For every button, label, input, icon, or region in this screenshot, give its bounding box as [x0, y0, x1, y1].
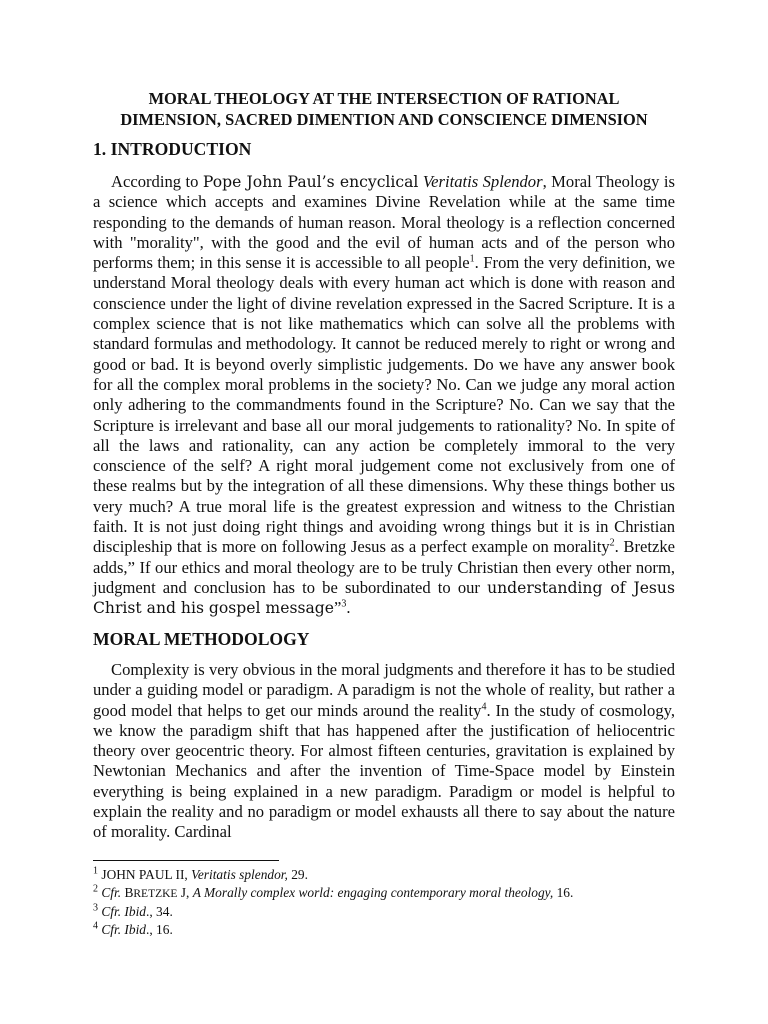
footnote-rest: 16.	[553, 884, 574, 900]
footnote-number: 1	[93, 865, 98, 877]
footnote-1	[93, 866, 675, 884]
footnote-ref-4[interactable]: 4	[481, 701, 487, 713]
introduction-heading: 1. INTRODUCTION	[93, 139, 252, 159]
footnote-ref-1[interactable]: 1	[469, 253, 475, 265]
intro-text-1: , Moral Theology is a science which accepts and examines Divine Revelation while at the same time responding to the demands of human reason. Moral theology is a reflection concerned with "morality", with the good and the evil of human acts and of the person who performs them; in this sense it is accessible to all people	[93, 172, 675, 273]
footnotes	[93, 866, 675, 938]
footnote-number: 3	[93, 902, 98, 914]
footnote-author: JOHN PAUL II,	[101, 867, 192, 882]
footnote-4	[93, 921, 675, 939]
methodology-paragraph	[93, 660, 675, 843]
footnote-work: Cfr. Ibid	[101, 904, 147, 919]
footnote-work: Veritatis splendor,	[191, 867, 288, 882]
footnote-rest: 29.	[287, 867, 308, 882]
intro-author: Pope John Paul’s encyclical	[202, 173, 419, 191]
method-text-2: . In the study of cosmology, we know the paradigm shift that has happened after the justification of heliocentric theory over geocentric theory. For almost fifteen centuries, gravitation is explained by Newtonian Mechanics and after the invention of Time-Space model by Einstein everything is being explained in a new paradigm. Paradigm or model is helpful to explain the reality and no paradigm or model exhausts all there to say about the nature of morality. Cardinal	[93, 700, 675, 842]
document-title	[93, 88, 675, 130]
footnote-ref-3[interactable]: 3	[341, 598, 347, 610]
footnote-author-initial: B	[121, 884, 134, 900]
intro-encyclical-title: Veritatis Splendor	[422, 172, 543, 191]
moral-methodology-heading: MORAL METHODOLOGY	[93, 629, 310, 649]
title-line-1: MORAL THEOLOGY AT THE INTERSECTION OF RATIONAL	[148, 89, 620, 108]
footnote-ref-2[interactable]: 2	[609, 537, 615, 549]
intro-text-open: According to	[111, 172, 203, 191]
intro-text-2: . From the very definition, we understand Moral theology deals with every human act which is done with reason and conscience under the light of divine revelation expressed in the Sacred Scripture. It is a complex science that is not like mathematics which can solve all the problems with standard formulas and methodology. It cannot be reduced merely to right or wrong and good or bad. It is beyond overly simplistic judgements. Do we have any answer book for all the complex moral problems in the society? No. Can we judge any moral action only adhering to the commandments found in the Scripture? No. Can we say that the Scripture is irrelevant and base all our moral judgements to rationality? No. In spite of all the laws and rationality, can any action be completely immoral to the very conscience of the self? A right moral judgement come not exclusively from one of these realms but by the integration of all these dimensions. Why these things bother us very much? A true moral life is the greatest expression and witness to the Christian faith. It is not just doing right things and avoiding wrong things but it is in Christian discipleship that is more on following Jesus as a perfect example on morality	[93, 253, 675, 557]
intro-close-quote: ”	[333, 598, 342, 618]
footnote-3	[93, 903, 675, 921]
intro-text-end: .	[346, 598, 351, 618]
footnote-2	[93, 884, 675, 904]
footnote-author-end: J,	[177, 884, 193, 900]
intro-quote-end: understanding of Jesus Christ and his gospel message	[93, 578, 675, 618]
footnote-divider	[93, 860, 279, 861]
footnote-rest: ., 16.	[146, 921, 173, 937]
footnote-work: Cfr. Ibid	[101, 921, 147, 937]
footnote-work: A Morally complex world: engaging contemporary moral theology,	[192, 884, 554, 900]
intro-text-3: . Bretzke adds,” If our ethics and moral theology are to be truly Christian then every other norm, judgment and conclusion has to be subordinated to our	[93, 537, 675, 597]
footnote-number: 2	[93, 883, 98, 895]
method-text-1: Complexity is very obvious in the moral judgments and therefore it has to be studied under a guiding model or paradigm. A paradigm is not the whole of reality, but rather a good model that helps to get our minds around the reality	[93, 660, 675, 720]
footnote-cfr: Cfr.	[101, 884, 122, 900]
footnote-rest: ., 34.	[146, 904, 173, 919]
footnote-author-smallcaps: RETZKE	[133, 887, 178, 900]
footnote-number: 4	[93, 920, 98, 932]
title-line-2: DIMENSION, SACRED DIMENTION AND CONSCIENCE DIMENSION	[120, 110, 648, 129]
introduction-paragraph	[93, 172, 675, 619]
